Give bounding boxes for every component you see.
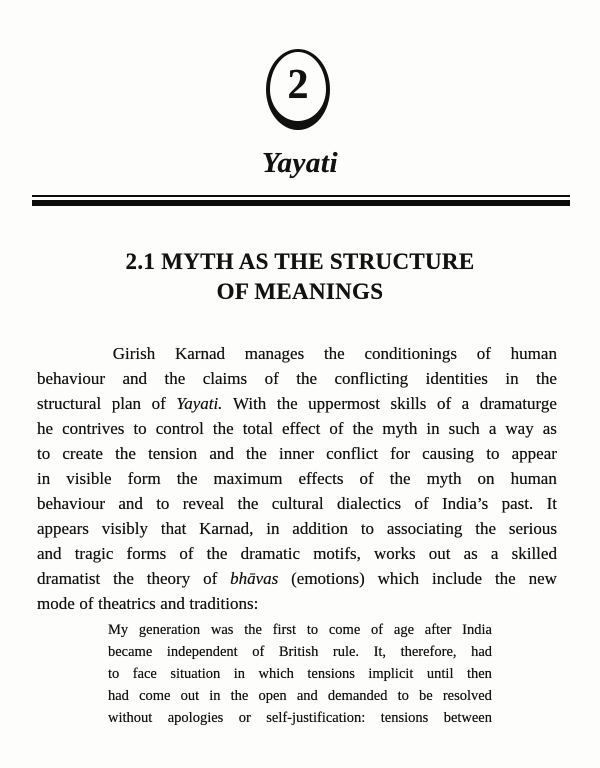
word: plan <box>111 394 142 413</box>
word: effect <box>281 419 321 438</box>
word: include <box>432 569 483 588</box>
word: to <box>108 666 120 682</box>
word: visibly <box>101 519 149 538</box>
word: for <box>390 444 410 463</box>
word: the <box>494 569 516 588</box>
word: dialectics <box>336 494 402 513</box>
word: he <box>37 419 54 438</box>
word: the <box>536 369 557 388</box>
paragraph-line <box>37 469 557 494</box>
word: in <box>505 369 519 388</box>
word: open <box>258 688 287 704</box>
word: of <box>436 394 452 413</box>
section-heading <box>0 247 600 307</box>
word: the <box>206 544 228 563</box>
word: without <box>108 710 153 726</box>
word: implicit <box>368 666 414 682</box>
word: the <box>212 419 234 438</box>
word: to <box>397 688 409 704</box>
word: the <box>475 519 497 538</box>
word: and <box>209 444 234 463</box>
word: to <box>306 622 319 638</box>
word: a <box>461 394 470 413</box>
quote-line <box>108 622 492 644</box>
word: generation <box>138 622 201 638</box>
word: in <box>209 688 221 704</box>
word: the <box>176 469 198 488</box>
word: the <box>389 469 411 488</box>
paragraph-line <box>37 344 557 369</box>
word: dramatic <box>240 544 301 563</box>
word: inner <box>278 444 314 463</box>
word: come <box>328 622 361 638</box>
paragraph-line <box>37 544 557 569</box>
word: as <box>542 419 557 438</box>
quote-line <box>108 644 492 666</box>
word: the <box>323 344 345 363</box>
word: the <box>352 419 374 438</box>
word: until <box>426 666 454 682</box>
paragraph-line <box>37 519 557 544</box>
word: Yayati. <box>176 394 223 413</box>
word: effects <box>298 469 344 488</box>
word: and <box>118 494 143 513</box>
word: total <box>242 419 273 438</box>
word: tensions <box>380 710 429 726</box>
word: theory <box>146 569 191 588</box>
word: dramaturge <box>479 394 557 413</box>
word: appear <box>511 444 557 463</box>
paragraph <box>37 344 557 619</box>
word: therefore, <box>400 644 457 660</box>
word: behaviour <box>37 369 105 388</box>
word: apologies <box>167 710 224 726</box>
chapter-title: Yayati <box>261 147 339 179</box>
word: of <box>414 494 429 513</box>
word: maximum <box>213 469 283 488</box>
word: situation <box>170 666 221 682</box>
word: human <box>510 344 557 363</box>
word: It <box>546 494 557 513</box>
word: was <box>210 622 234 638</box>
word: British <box>278 644 319 660</box>
word: the <box>276 394 298 413</box>
word: then <box>466 666 492 682</box>
word: traditions: <box>189 594 259 613</box>
word: (emotions) <box>291 569 365 588</box>
word: and <box>160 594 185 613</box>
word: It, <box>373 644 387 660</box>
word: reveal <box>182 494 225 513</box>
word: or <box>238 710 251 726</box>
word: Karnad <box>174 344 225 363</box>
word: after <box>424 622 452 638</box>
word: to <box>156 494 170 513</box>
word: causing <box>422 444 475 463</box>
word: visible <box>66 469 112 488</box>
word: of <box>476 344 491 363</box>
word: to <box>486 444 500 463</box>
word: of <box>371 622 384 638</box>
word: conflict <box>326 444 378 463</box>
word: control <box>155 419 204 438</box>
quote-line <box>108 666 492 688</box>
word: identities <box>425 369 488 388</box>
word: of <box>264 369 279 388</box>
word: face <box>132 666 157 682</box>
word: behaviour <box>37 494 105 513</box>
word: of <box>79 594 94 613</box>
word: between <box>443 710 492 726</box>
paragraph-line <box>37 369 557 394</box>
word: independent <box>166 644 238 660</box>
word: that <box>160 519 187 538</box>
word: new <box>528 569 557 588</box>
word: myth <box>382 419 418 438</box>
word: way <box>505 419 534 438</box>
word: serious <box>508 519 557 538</box>
word: the <box>113 569 134 588</box>
word: claims <box>202 369 248 388</box>
word: Karnad, <box>199 519 254 538</box>
word: of <box>203 569 218 588</box>
word: and <box>122 369 147 388</box>
divider-rule-thin <box>32 195 570 197</box>
word: cultural <box>271 494 324 513</box>
word: rule. <box>332 644 360 660</box>
word: be <box>419 688 433 704</box>
word: forms <box>126 544 167 563</box>
word: became <box>108 644 153 660</box>
word: uppermost <box>308 394 380 413</box>
word: and <box>37 544 62 563</box>
word: resolved <box>442 688 492 704</box>
word: skilled <box>511 544 557 563</box>
word: come <box>139 688 171 704</box>
word: India’s <box>442 494 489 513</box>
word: India <box>462 622 492 638</box>
word: such <box>448 419 480 438</box>
word: the <box>115 444 136 463</box>
word: associating <box>386 519 463 538</box>
word: structural <box>37 394 102 413</box>
paragraph-line <box>37 569 557 594</box>
chapter-number-badge <box>266 49 330 130</box>
word: the <box>237 494 259 513</box>
word: which <box>377 569 420 588</box>
word: to <box>37 444 51 463</box>
word: of <box>329 419 344 438</box>
word: as <box>463 544 478 563</box>
word: human <box>510 469 557 488</box>
word: dramatist <box>37 569 101 588</box>
word: contrives <box>62 419 125 438</box>
word: motifs, <box>313 544 361 563</box>
word: had <box>471 644 492 660</box>
word: conflicting <box>334 369 409 388</box>
quote-line <box>108 710 492 732</box>
word: of <box>179 544 194 563</box>
word: My <box>108 622 129 638</box>
word: bhāvas <box>230 569 279 588</box>
word: to <box>360 519 375 538</box>
word: theatrics <box>98 594 156 613</box>
word: on <box>477 469 495 488</box>
word: myth <box>426 469 462 488</box>
word: in <box>233 666 246 682</box>
section-heading-line1: 2.1 MYTH AS THE STRUCTURE <box>125 249 475 274</box>
paragraph-line <box>37 444 557 469</box>
word: past. <box>501 494 534 513</box>
word: conditionings <box>364 344 458 363</box>
word: the <box>246 444 267 463</box>
word: With <box>232 394 267 413</box>
word: tension <box>148 444 198 463</box>
word: a <box>488 419 497 438</box>
word: create <box>62 444 103 463</box>
chapter-number: 2 <box>287 61 309 108</box>
word: tragic <box>74 544 114 563</box>
word: had <box>108 688 129 704</box>
word: the <box>296 369 317 388</box>
word: self-justification: <box>266 710 366 726</box>
word: out <box>428 544 451 563</box>
block-quote <box>108 622 492 732</box>
word: Girish <box>112 344 156 363</box>
word: in <box>37 469 51 488</box>
paragraph-line <box>37 594 557 619</box>
word: mode <box>37 594 75 613</box>
word: a <box>490 544 499 563</box>
word: demanded <box>327 688 388 704</box>
word: of <box>151 394 166 413</box>
word: skills <box>390 394 427 413</box>
word: age <box>393 622 415 638</box>
word: in <box>426 419 440 438</box>
word: form <box>127 469 161 488</box>
word: to <box>133 419 147 438</box>
word: and <box>296 688 318 704</box>
word: of <box>252 644 265 660</box>
word: out <box>180 688 200 704</box>
word: appears <box>37 519 89 538</box>
paragraph-line <box>37 394 557 419</box>
word: which <box>258 666 294 682</box>
word: the <box>230 688 249 704</box>
word: tensions <box>307 666 355 682</box>
word: works <box>374 544 416 563</box>
word: the <box>244 622 262 638</box>
word: of <box>359 469 374 488</box>
word: in <box>266 519 280 538</box>
word: manages <box>244 344 305 363</box>
divider-rule-thick <box>32 200 570 206</box>
paragraph-line <box>37 494 557 519</box>
quote-line <box>108 688 492 710</box>
section-heading-line2: OF MEANINGS <box>216 279 384 304</box>
word: addition <box>292 519 349 538</box>
word: first <box>272 622 297 638</box>
paragraph-line <box>37 419 557 444</box>
word: the <box>164 369 186 388</box>
